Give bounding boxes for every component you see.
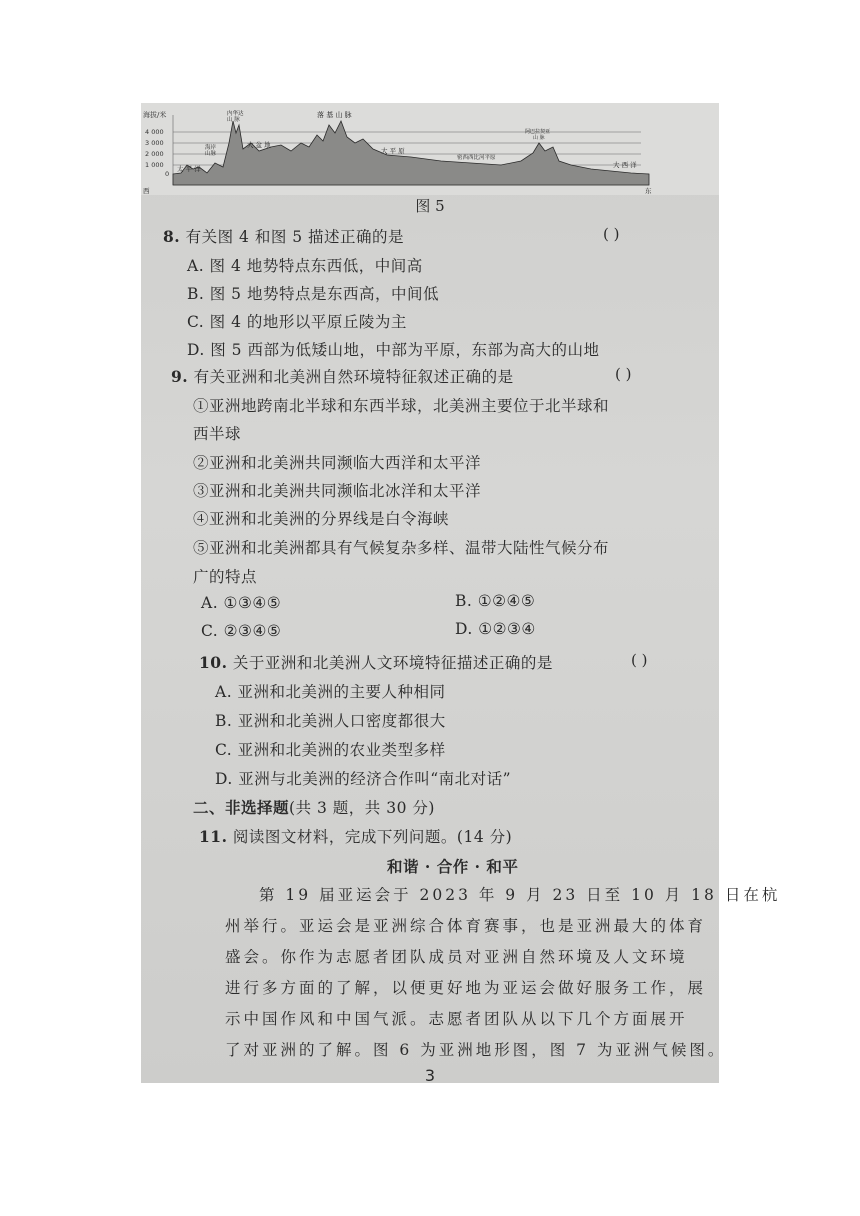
material-paragraph-line: 州举行。亚运会是亚洲综合体育赛事，也是亚洲最大的体育 xyxy=(225,917,707,935)
answer-blank: ( ) xyxy=(631,651,648,669)
question-number: 9. xyxy=(171,367,189,386)
label-pacific: 太 平 洋 xyxy=(177,165,201,173)
option-c: C. 亚洲和北美洲的农业类型多样 xyxy=(215,741,446,759)
question-number: 8. xyxy=(163,227,181,246)
answer-blank: ( ) xyxy=(615,365,632,383)
statement-4: ④亚洲和北美洲的分界线是白令海峡 xyxy=(193,510,450,528)
section-heading xyxy=(193,796,435,818)
option-a: A. 亚洲和北美洲的主要人种相同 xyxy=(215,683,446,701)
label-east: 东 xyxy=(645,187,652,195)
statement-3: ③亚洲和北美洲共同濒临北冰洋和太平洋 xyxy=(193,482,482,500)
option-d: D. ①②③④ xyxy=(455,620,536,638)
svg-text:山 脉: 山 脉 xyxy=(533,135,545,141)
figure-caption: 图 5 xyxy=(415,197,445,215)
y-tick: 2 000 xyxy=(145,150,164,158)
label-great-plains: 大 平 原 xyxy=(381,147,405,155)
svg-text:山 脉: 山 脉 xyxy=(227,117,240,123)
question-stem: 关于亚洲和北美洲人文环境特征描述正确的是 xyxy=(232,654,553,672)
option-b: B. ①②④⑤ xyxy=(455,592,536,610)
question-stem: 阅读图文材料，完成下列问题。(14 分) xyxy=(232,828,513,846)
option-b: B. 图 5 地势特点是东西高，中间低 xyxy=(187,285,439,303)
y-tick: 0 xyxy=(165,170,170,178)
question-stem: 有关图 4 和图 5 描述正确的是 xyxy=(185,228,405,246)
question-8 xyxy=(163,225,404,247)
question-9 xyxy=(171,365,514,387)
option-c: C. ②③④⑤ xyxy=(201,622,282,640)
option-d: D. 亚洲与北美洲的经济合作叫“南北对话” xyxy=(215,770,512,788)
terrain-profile-figure xyxy=(141,103,719,195)
statement-2: ②亚洲和北美洲共同濒临大西洋和太平洋 xyxy=(193,454,482,472)
statement-5: ⑤亚洲和北美洲都具有气候复杂多样、温带大陆性气候分布 xyxy=(193,539,610,557)
label-coast-range: 海岸 xyxy=(205,145,217,151)
material-paragraph-line: 了对亚洲的了解。图 6 为亚洲地形图，图 7 为亚洲气候图。 xyxy=(225,1041,727,1059)
page-number: 3 xyxy=(424,1066,436,1085)
question-number: 10. xyxy=(199,653,228,672)
answer-blank: ( ) xyxy=(603,225,620,243)
statement-5-continued: 广的特点 xyxy=(193,568,258,586)
label-sierra-nevada: 内华达 xyxy=(227,111,244,117)
material-paragraph-line: 盛会。你作为志愿者团队成员对亚洲自然环境及人文环境 xyxy=(225,948,688,966)
option-a: A. ①③④⑤ xyxy=(201,594,282,612)
statement-1: ①亚洲地跨南北半球和东西半球，北美洲主要位于北半球和 xyxy=(193,397,610,415)
question-10 xyxy=(199,651,553,673)
section-title: 二、非选择题 xyxy=(193,798,290,817)
y-axis-unit: 海拔/米 xyxy=(143,111,167,119)
option-d: D. 图 5 西部为低矮山地，中部为平原，东部为高大的山地 xyxy=(187,341,600,359)
material-paragraph-line: 第 19 届亚运会于 2023 年 9 月 23 日至 10 月 18 日在杭 xyxy=(259,886,781,904)
material-paragraph-line: 进行多方面的了解，以便更好地为亚运会做好服务工作，展 xyxy=(225,979,707,997)
option-c: C. 图 4 的地形以平原丘陵为主 xyxy=(187,313,407,331)
section-note: (共 3 题，共 30 分) xyxy=(289,799,435,817)
label-appalachian: 阿巴拉契亚 xyxy=(525,129,551,135)
svg-text:山脉: 山脉 xyxy=(205,151,217,157)
y-tick: 1 000 xyxy=(145,161,164,169)
question-11 xyxy=(199,825,512,847)
scanned-page xyxy=(141,103,781,1085)
option-a: A. 图 4 地势特点东西低，中间高 xyxy=(187,257,423,275)
label-rocky-mountains: 落 基 山 脉 xyxy=(317,111,352,119)
y-tick: 3 000 xyxy=(145,139,164,147)
statement-1-continued: 西半球 xyxy=(193,425,242,443)
y-tick: 4 000 xyxy=(145,128,164,136)
material-heading: 和谐 · 合作 · 和平 xyxy=(387,857,519,876)
label-west: 西 xyxy=(143,187,150,195)
question-number: 11. xyxy=(199,827,228,846)
label-mississippi: 密西西比河平原 xyxy=(457,155,496,161)
label-atlantic: 大 西 洋 xyxy=(613,161,637,169)
option-b: B. 亚洲和北美洲人口密度都很大 xyxy=(215,712,446,730)
question-stem: 有关亚洲和北美洲自然环境特征叙述正确的是 xyxy=(193,368,514,386)
material-paragraph-line: 示中国作风和中国气派。志愿者团队从以下几个方面展开 xyxy=(225,1010,688,1028)
label-great-basin: 大 盆 地 xyxy=(247,141,271,149)
